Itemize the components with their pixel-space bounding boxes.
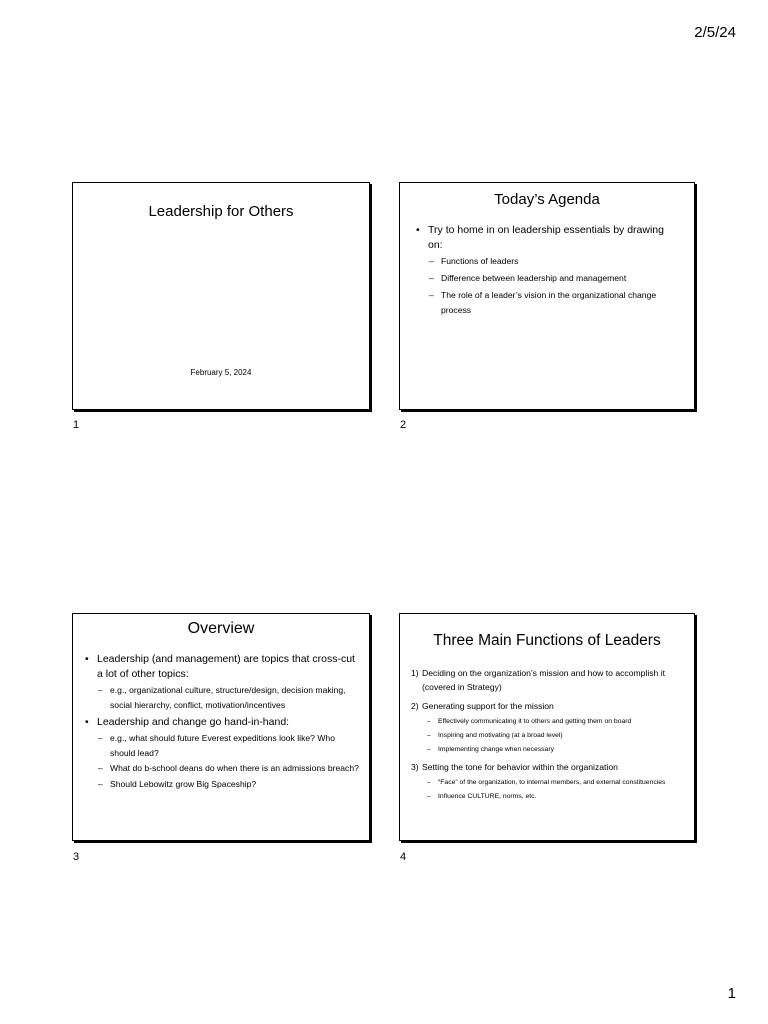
sub-bullet-item: – e.g., what should future Everest expeditions look like? Who should lead? — [85, 731, 360, 760]
function-number: 3) — [411, 762, 419, 772]
function-item — [411, 666, 686, 694]
function-text: Setting the tone for behavior within the organization — [422, 762, 618, 772]
sub-bullet-item: – Effectively communicating it to others and getting them on board — [411, 716, 686, 727]
slide-1 — [72, 182, 370, 410]
sub-bullet-item: – What do b-school deans do when there is an admissions breach? — [85, 761, 360, 776]
slide-subtitle-date: February 5, 2024 — [190, 368, 252, 377]
function-number: 2) — [411, 701, 419, 711]
function-number: 1) — [411, 668, 419, 678]
slide-title: Today’s Agenda — [494, 191, 600, 208]
slide-2 — [399, 182, 695, 410]
slide-title: Leadership for Others — [148, 203, 294, 220]
functions-list — [411, 666, 686, 802]
function-text: Generating support for the mission — [422, 701, 554, 711]
sub-bullet-item: – Functions of leaders — [416, 253, 681, 270]
sub-bullet-item: – The role of a leader’s vision in the organizational change process — [416, 288, 681, 318]
sub-bullet-item: – Should Lebowitz grow Big Spaceship? — [85, 777, 360, 792]
slide-title: Overview — [187, 620, 255, 637]
sub-bullet-item: – Inspiring and motivating (at a broad level) — [411, 730, 686, 741]
slide-number: 1 — [73, 419, 80, 431]
slide-4 — [399, 613, 695, 841]
slide-title: Three Main Functions of Leaders — [433, 632, 661, 649]
function-item — [411, 760, 686, 774]
sub-bullet-item: – Implementing change when necessary — [411, 744, 686, 755]
sub-bullet-item: – e.g., organizational culture, structure/design, decision making, social hierarchy, conflict, motivation/incentives — [85, 683, 360, 712]
page-number: 1 — [727, 985, 736, 1002]
overview-list — [85, 649, 360, 791]
bullet-item: • Leadership (and management) are topics that cross-cut a lot of other topics: — [85, 652, 360, 682]
function-item — [411, 699, 686, 713]
slide-number: 3 — [73, 851, 80, 863]
slide-3 — [72, 613, 370, 841]
agenda-list — [416, 223, 681, 318]
slide-number: 2 — [400, 419, 407, 431]
page-date: 2/5/24 — [694, 24, 736, 41]
function-text: Deciding on the organization’s mission and how to accomplish it (covered in Strategy) — [422, 668, 665, 692]
sub-bullet-item: – “Face” of the organization, to internal members, and external constituencies — [411, 777, 686, 788]
sub-bullet-item: – Influence CULTURE, norms, etc. — [411, 791, 686, 802]
sub-bullet-item: – Difference between leadership and management — [416, 270, 681, 287]
bullet-item: • Leadership and change go hand-in-hand: — [85, 715, 360, 730]
slide-number: 4 — [400, 851, 407, 863]
bullet-item: • Try to home in on leadership essentials by drawing on: — [416, 223, 681, 253]
